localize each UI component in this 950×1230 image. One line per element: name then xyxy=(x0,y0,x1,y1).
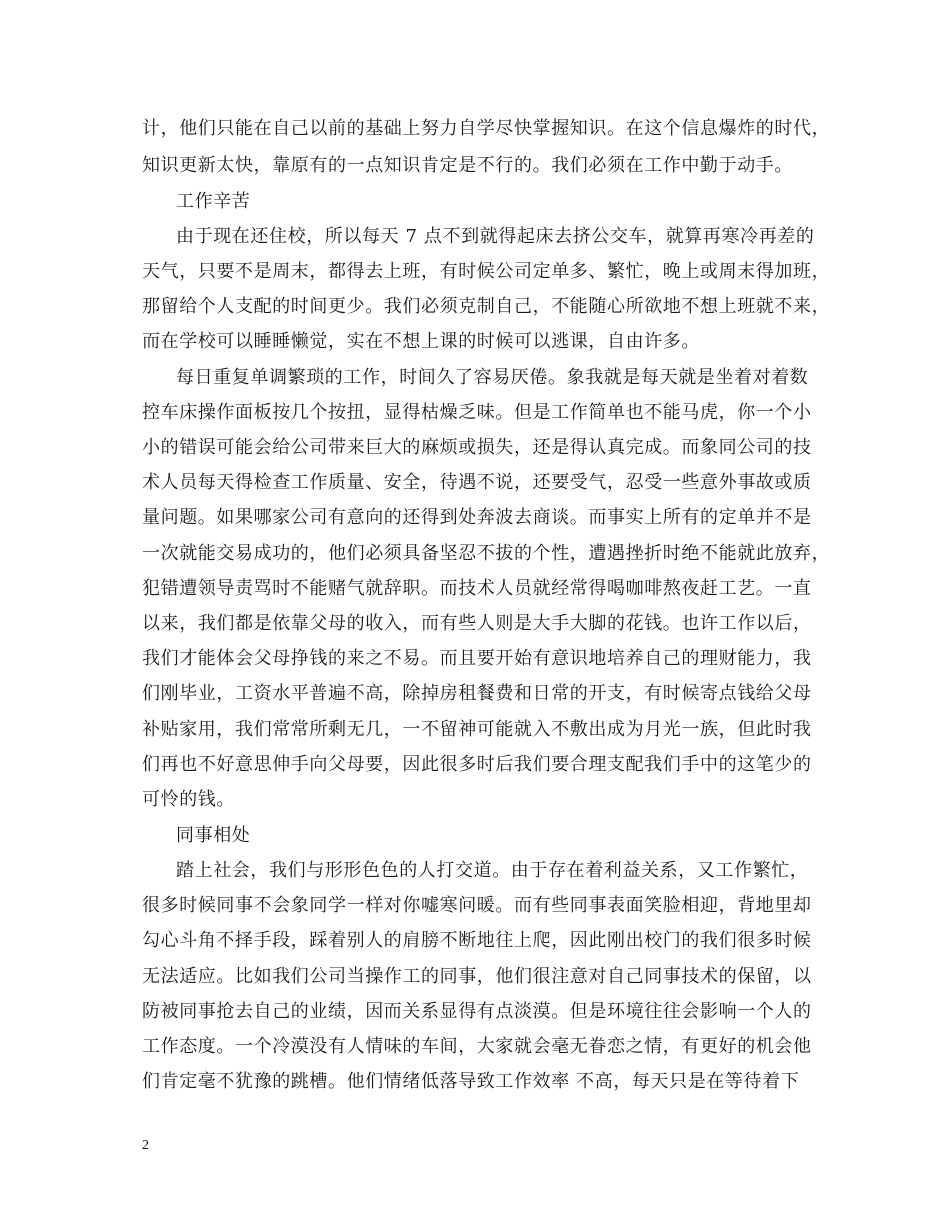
text-line: 们肯定毫不犹豫的跳槽。他们情绪低落导致工作效率 不高，每天只是在等待着下 xyxy=(142,1071,800,1092)
text-line: 可怜的钱。 xyxy=(142,789,235,810)
section-heading: 工作辛苦 xyxy=(176,191,251,212)
text-line: 而在学校可以睡睡懒觉，实在不想上课的时候可以逃课，自由许多。 xyxy=(142,331,700,352)
text-line: 犯错遭领导责骂时不能赌气就辞职。而技术人员就经常得喝咖啡熬夜赶工艺。一直 xyxy=(142,578,812,599)
text-line: 由于现在还住校，所以每天 7 点不到就得起床去挤公交车，就算再寒冷再差的 xyxy=(176,226,815,247)
text-line: 小的错误可能会给公司带来巨大的麻烦或损失，还是得认真完成。而象同公司的技 xyxy=(142,437,812,458)
text-line: 那留给个人支配的时间更少。我们必须克制自己，不能随心所欲地不想上班就不来， xyxy=(142,296,831,317)
text-line: 无法适应。比如我们公司当操作工的同事，他们很注意对自己同事技术的保留，以 xyxy=(142,966,812,987)
page-number: 2 xyxy=(142,1138,149,1153)
text-line: 们再也不好意思伸手向父母要，因此很多时后我们要合理支配我们手中的这笔少的 xyxy=(142,754,812,775)
text-line: 们刚毕业，工资水平普遍不高，除掉房租餐费和日常的开支，有时候寄点钱给父母 xyxy=(142,683,812,704)
text-line: 我们才能体会父母挣钱的来之不易。而且要开始有意识地培养自己的理财能力，我 xyxy=(142,648,812,669)
text-line: 量问题。如果哪家公司有意向的还得到处奔波去商谈。而事实上所有的定单并不是 xyxy=(142,507,812,528)
text-line: 计，他们只能在自己以前的基础上努力自学尽快掌握知识。在这个信息爆炸的时代， xyxy=(142,118,831,139)
text-line: 很多时候同事不会象同学一样对你嘘寒问暖。而有些同事表面笑脸相迎，背地里却 xyxy=(142,895,812,916)
text-line: 每日重复单调繁琐的工作，时间久了容易厌倦。象我就是每天就是坐着对着数 xyxy=(176,367,809,388)
text-line: 知识更新太快，靠原有的一点知识肯定是不行的。我们必须在工作中勤于动手。 xyxy=(142,155,793,176)
text-line: 术人员每天得检查工作质量、安全，待遇不说，还要受气，忍受一些意外事故或质 xyxy=(142,472,812,493)
text-line: 勾心斗角不择手段，踩着别人的肩膀不断地往上爬，因此刚出校门的我们很多时候 xyxy=(142,930,812,951)
text-line: 踏上社会，我们与形形色色的人打交道。由于存在着利益关系，又工作繁忙， xyxy=(176,860,809,881)
text-line: 以来，我们都是依靠父母的收入，而有些人则是大手大脚的花钱。也许工作以后， xyxy=(142,613,812,634)
text-line: 控车床操作面板按几个按扭，显得枯燥乏味。但是工作简单也不能马虎，你一个小 xyxy=(142,402,812,423)
text-line: 防被同事抢去自己的业绩，因而关系显得有点淡漠。但是环境往往会影响一个人的 xyxy=(142,1001,812,1022)
text-line: 一次就能交易成功的，他们必须具备坚忍不拔的个性，遭遇挫折时绝不能就此放弃， xyxy=(142,543,831,564)
section-heading: 同事相处 xyxy=(176,825,251,846)
text-line: 天气，只要不是周末，都得去上班，有时候公司定单多、繁忙，晚上或周末得加班， xyxy=(142,261,831,282)
text-line: 补贴家用，我们常常所剩无几，一不留神可能就入不敷出成为月光一族，但此时我 xyxy=(142,719,812,740)
text-line: 工作态度。一个冷漠没有人情味的车间，大家就会毫无眷恋之情，有更好的机会他 xyxy=(142,1036,812,1057)
